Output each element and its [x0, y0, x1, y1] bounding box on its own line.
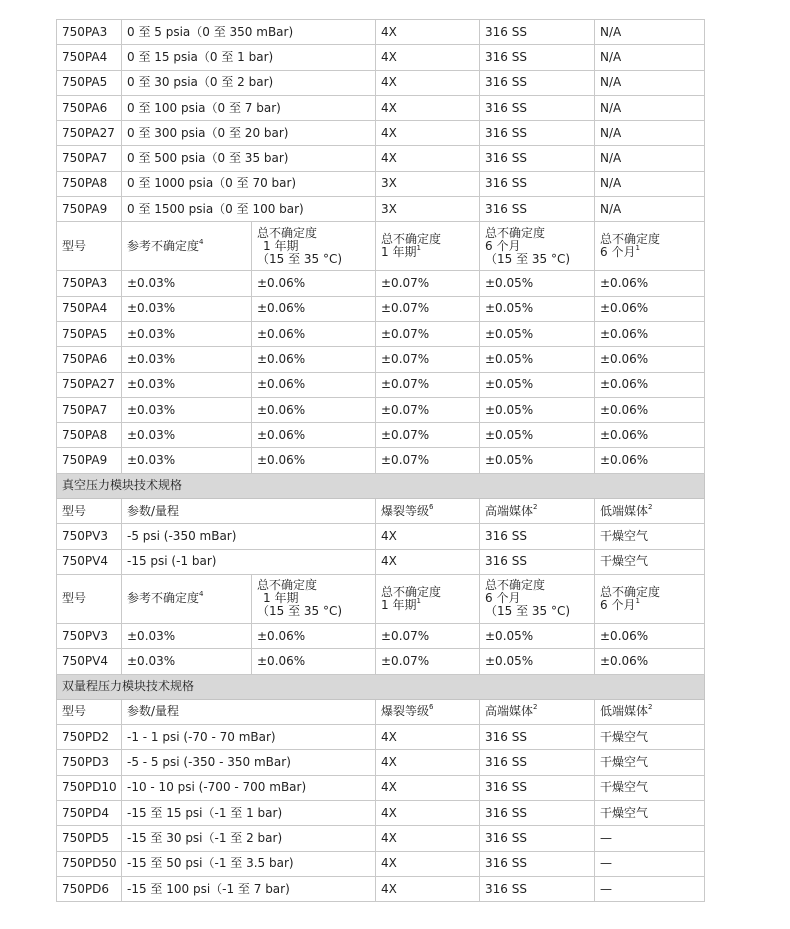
model-cell: 750PA4: [57, 296, 122, 321]
header-line: 6 个月: [485, 238, 521, 253]
uncertainty-cell: ±0.07%: [376, 423, 480, 448]
uncertainty-cell: ±0.03%: [122, 623, 252, 648]
spec-row: [57, 775, 705, 800]
low-media-cell: N/A: [595, 70, 705, 95]
model-cell: 750PD4: [57, 801, 122, 826]
header-label: 低端媒体: [600, 704, 649, 719]
uncertainty-cell: ±0.05%: [480, 397, 595, 422]
burst-cell: 4X: [376, 524, 480, 549]
uncertainty-cell: ±0.06%: [252, 296, 376, 321]
model-cell: 750PA27: [57, 372, 122, 397]
uncertainty-row: [57, 271, 705, 296]
uncertainty-cell: ±0.05%: [480, 347, 595, 372]
model-cell: 750PD6: [57, 876, 122, 901]
low-media-cell: 干燥空气: [595, 750, 705, 775]
model-cell: 750PA8: [57, 423, 122, 448]
footnote-ref: 6: [429, 502, 434, 511]
header-line: 6 个月: [600, 597, 636, 612]
high-media-cell: 316 SS: [480, 876, 595, 901]
uncertainty-row: [57, 397, 705, 422]
header-line: （15 至 35 °C): [485, 604, 571, 619]
footnote-ref: 2: [533, 502, 538, 511]
header-ref-uncertainty: [122, 574, 252, 623]
spec-row: [57, 851, 705, 876]
header-total-1yr: [376, 574, 480, 623]
header-label: 型号: [62, 591, 87, 606]
uncertainty-header-row: [57, 222, 705, 271]
model-cell: 750PD5: [57, 826, 122, 851]
model-cell: 750PA27: [57, 121, 122, 146]
range-cell: 0 至 300 psia（0 至 20 bar): [122, 121, 376, 146]
range-cell: -1 - 1 psi (-70 - 70 mBar): [122, 725, 376, 750]
uncertainty-row: [57, 423, 705, 448]
spec-row: [57, 146, 705, 171]
high-media-cell: 316 SS: [480, 45, 595, 70]
header-model: [57, 574, 122, 623]
model-cell: 750PA9: [57, 197, 122, 222]
header-line: 1 年期: [381, 245, 417, 260]
section-dual: [57, 674, 705, 699]
uncertainty-row: [57, 448, 705, 473]
uncertainty-header-row: [57, 574, 705, 623]
range-cell: -15 至 50 psi（-1 至 3.5 bar): [122, 851, 376, 876]
range-cell: -5 psi (-350 mBar): [122, 524, 376, 549]
uncertainty-cell: ±0.06%: [252, 649, 376, 674]
header-total-6mo-temp: [480, 574, 595, 623]
uncertainty-cell: ±0.06%: [595, 372, 705, 397]
high-media-cell: 316 SS: [480, 826, 595, 851]
high-media-cell: 316 SS: [480, 20, 595, 45]
uncertainty-cell: ±0.06%: [595, 347, 705, 372]
low-media-cell: N/A: [595, 171, 705, 196]
uncertainty-cell: ±0.03%: [122, 448, 252, 473]
header-line: 总不确定度: [600, 584, 661, 599]
header-label: 参数/量程: [127, 704, 180, 719]
header-label: 参考不确定度: [127, 591, 200, 606]
uncertainty-row: [57, 296, 705, 321]
range-cell: 0 至 500 psia（0 至 35 bar): [122, 146, 376, 171]
uncertainty-cell: ±0.06%: [252, 448, 376, 473]
header-line: 1 年期: [381, 597, 417, 612]
uncertainty-cell: ±0.03%: [122, 296, 252, 321]
section-title: 双量程压力模块技术规格: [57, 674, 705, 699]
model-cell: 750PD50: [57, 851, 122, 876]
header-line: 6 个月: [485, 591, 521, 606]
model-cell: 750PD2: [57, 725, 122, 750]
header-line: 总不确定度: [257, 578, 318, 593]
uncertainty-cell: ±0.03%: [122, 649, 252, 674]
burst-cell: 3X: [376, 197, 480, 222]
header-model: [57, 222, 122, 271]
header-high-media: [480, 499, 595, 524]
uncertainty-cell: ±0.03%: [122, 397, 252, 422]
burst-cell: 4X: [376, 876, 480, 901]
header-low-media: [595, 699, 705, 724]
burst-cell: 4X: [376, 725, 480, 750]
header-label: 型号: [62, 704, 87, 719]
header-ref-uncertainty: [122, 222, 252, 271]
burst-cell: 4X: [376, 801, 480, 826]
uncertainty-cell: ±0.06%: [252, 271, 376, 296]
low-media-cell: N/A: [595, 197, 705, 222]
low-media-cell: N/A: [595, 95, 705, 120]
header-label: 参数/量程: [127, 503, 180, 518]
high-media-cell: 316 SS: [480, 146, 595, 171]
model-cell: 750PA8: [57, 171, 122, 196]
header-total-1yr-temp: [252, 574, 376, 623]
uncertainty-cell: ±0.05%: [480, 321, 595, 346]
uncertainty-cell: ±0.03%: [122, 372, 252, 397]
range-cell: 0 至 100 psia（0 至 7 bar): [122, 95, 376, 120]
footnote-ref: 2: [533, 703, 538, 712]
footnote-ref: 2: [648, 502, 653, 511]
range-cell: -15 至 30 psi（-1 至 2 bar): [122, 826, 376, 851]
header-line: 总不确定度: [485, 225, 546, 240]
high-media-cell: 316 SS: [480, 725, 595, 750]
burst-cell: 4X: [376, 70, 480, 95]
high-media-cell: 316 SS: [480, 524, 595, 549]
header-line: （15 至 35 °C): [257, 604, 343, 619]
model-cell: 750PD3: [57, 750, 122, 775]
footnote-ref: 1: [635, 596, 640, 605]
spec-row: [57, 725, 705, 750]
header-label: 低端媒体: [600, 503, 649, 518]
uncertainty-cell: ±0.06%: [595, 423, 705, 448]
low-media-cell: N/A: [595, 45, 705, 70]
spec-row: [57, 801, 705, 826]
spec-row: [57, 121, 705, 146]
high-media-cell: 316 SS: [480, 801, 595, 826]
high-media-cell: 316 SS: [480, 95, 595, 120]
footnote-ref: 4: [199, 237, 204, 246]
range-cell: 0 至 1000 psia（0 至 70 bar): [122, 171, 376, 196]
uncertainty-cell: ±0.06%: [595, 649, 705, 674]
header-line: 总不确定度: [600, 232, 661, 247]
uncertainty-cell: ±0.07%: [376, 372, 480, 397]
uncertainty-cell: ±0.03%: [122, 347, 252, 372]
range-cell: 0 至 30 psia（0 至 2 bar): [122, 70, 376, 95]
uncertainty-cell: ±0.06%: [595, 271, 705, 296]
spec-row: [57, 70, 705, 95]
burst-cell: 4X: [376, 95, 480, 120]
burst-cell: 4X: [376, 851, 480, 876]
burst-cell: 4X: [376, 750, 480, 775]
header-label: 型号: [62, 238, 87, 253]
spec-row: [57, 549, 705, 574]
range-cell: -15 至 15 psi（-1 至 1 bar): [122, 801, 376, 826]
model-cell: 750PV4: [57, 649, 122, 674]
footnote-ref: 6: [429, 703, 434, 712]
footnote-ref: 2: [648, 703, 653, 712]
spec-header-row: [57, 699, 705, 724]
spec-row: [57, 197, 705, 222]
spec-table: [56, 19, 705, 902]
uncertainty-cell: ±0.07%: [376, 347, 480, 372]
low-media-cell: N/A: [595, 146, 705, 171]
footnote-ref: 1: [416, 244, 421, 253]
uncertainty-cell: ±0.05%: [480, 271, 595, 296]
uncertainty-cell: ±0.03%: [122, 321, 252, 346]
header-line: （15 至 35 °C): [485, 251, 571, 266]
range-cell: -15 至 100 psi（-1 至 7 bar): [122, 876, 376, 901]
uncertainty-cell: ±0.03%: [122, 271, 252, 296]
uncertainty-cell: ±0.06%: [595, 623, 705, 648]
range-cell: 0 至 1500 psia（0 至 100 bar): [122, 197, 376, 222]
model-cell: 750PA3: [57, 271, 122, 296]
spec-row: [57, 876, 705, 901]
range-cell: -10 - 10 psi (-700 - 700 mBar): [122, 775, 376, 800]
spec-row: [57, 20, 705, 45]
model-cell: 750PD10: [57, 775, 122, 800]
section-title: 真空压力模块技术规格: [57, 473, 705, 498]
burst-cell: 4X: [376, 146, 480, 171]
uncertainty-cell: ±0.06%: [252, 397, 376, 422]
footnote-ref: 1: [416, 596, 421, 605]
burst-cell: 4X: [376, 20, 480, 45]
uncertainty-cell: ±0.06%: [252, 623, 376, 648]
footnote-ref: 4: [199, 590, 204, 599]
burst-cell: 3X: [376, 171, 480, 196]
model-cell: 750PA9: [57, 448, 122, 473]
model-cell: 750PV4: [57, 549, 122, 574]
low-media-cell: 干燥空气: [595, 524, 705, 549]
uncertainty-cell: ±0.06%: [252, 347, 376, 372]
header-total-1yr-temp: [252, 222, 376, 271]
header-label: 高端媒体: [485, 704, 534, 719]
uncertainty-cell: ±0.05%: [480, 649, 595, 674]
header-line: 总不确定度: [485, 578, 546, 593]
uncertainty-cell: ±0.07%: [376, 321, 480, 346]
uncertainty-cell: ±0.06%: [595, 448, 705, 473]
uncertainty-row: [57, 347, 705, 372]
spec-row: [57, 171, 705, 196]
high-media-cell: 316 SS: [480, 750, 595, 775]
uncertainty-cell: ±0.07%: [376, 296, 480, 321]
header-label: 高端媒体: [485, 503, 534, 518]
header-total-6mo: [595, 222, 705, 271]
header-label: 爆裂等级: [381, 503, 430, 518]
burst-cell: 4X: [376, 121, 480, 146]
header-total-6mo-temp: [480, 222, 595, 271]
model-cell: 750PA6: [57, 347, 122, 372]
spec-row: [57, 524, 705, 549]
uncertainty-cell: ±0.06%: [595, 296, 705, 321]
high-media-cell: 316 SS: [480, 775, 595, 800]
model-cell: 750PA5: [57, 70, 122, 95]
uncertainty-cell: ±0.07%: [376, 397, 480, 422]
uncertainty-cell: ±0.06%: [595, 397, 705, 422]
burst-cell: 4X: [376, 549, 480, 574]
high-media-cell: 316 SS: [480, 121, 595, 146]
uncertainty-cell: ±0.06%: [252, 423, 376, 448]
spec-header-row: [57, 499, 705, 524]
header-low-media: [595, 499, 705, 524]
uncertainty-row: [57, 321, 705, 346]
uncertainty-cell: ±0.07%: [376, 649, 480, 674]
spec-row: [57, 45, 705, 70]
burst-cell: 4X: [376, 775, 480, 800]
model-cell: 750PA6: [57, 95, 122, 120]
high-media-cell: 316 SS: [480, 197, 595, 222]
model-cell: 750PV3: [57, 524, 122, 549]
header-total-6mo: [595, 574, 705, 623]
header-line: 1 年期: [263, 591, 299, 606]
header-line: 总不确定度: [381, 232, 442, 247]
high-media-cell: 316 SS: [480, 851, 595, 876]
uncertainty-cell: ±0.06%: [595, 321, 705, 346]
header-total-1yr: [376, 222, 480, 271]
header-range: [122, 499, 376, 524]
uncertainty-cell: ±0.05%: [480, 372, 595, 397]
low-media-cell: N/A: [595, 20, 705, 45]
header-line: 1 年期: [263, 238, 299, 253]
uncertainty-cell: ±0.06%: [252, 321, 376, 346]
uncertainty-cell: ±0.05%: [480, 623, 595, 648]
uncertainty-row: [57, 623, 705, 648]
low-media-cell: —: [595, 826, 705, 851]
header-label: 爆裂等级: [381, 704, 430, 719]
header-model: [57, 699, 122, 724]
high-media-cell: 316 SS: [480, 549, 595, 574]
footnote-ref: 1: [635, 244, 640, 253]
header-high-media: [480, 699, 595, 724]
low-media-cell: —: [595, 851, 705, 876]
header-range: [122, 699, 376, 724]
header-model: [57, 499, 122, 524]
low-media-cell: —: [595, 876, 705, 901]
high-media-cell: 316 SS: [480, 171, 595, 196]
header-label: 参考不确定度: [127, 238, 200, 253]
uncertainty-cell: ±0.06%: [252, 372, 376, 397]
uncertainty-row: [57, 372, 705, 397]
header-line: 总不确定度: [381, 584, 442, 599]
uncertainty-row: [57, 649, 705, 674]
range-cell: 0 至 5 psia（0 至 350 mBar): [122, 20, 376, 45]
header-burst: [376, 699, 480, 724]
range-cell: -15 psi (-1 bar): [122, 549, 376, 574]
low-media-cell: N/A: [595, 121, 705, 146]
model-cell: 750PA7: [57, 146, 122, 171]
header-burst: [376, 499, 480, 524]
low-media-cell: 干燥空气: [595, 775, 705, 800]
spec-row: [57, 95, 705, 120]
spec-row: [57, 826, 705, 851]
header-line: 总不确定度: [257, 225, 318, 240]
uncertainty-cell: ±0.05%: [480, 423, 595, 448]
header-line: 6 个月: [600, 245, 636, 260]
model-cell: 750PA3: [57, 20, 122, 45]
uncertainty-cell: ±0.05%: [480, 448, 595, 473]
range-cell: -5 - 5 psi (-350 - 350 mBar): [122, 750, 376, 775]
uncertainty-cell: ±0.07%: [376, 623, 480, 648]
range-cell: 0 至 15 psia（0 至 1 bar): [122, 45, 376, 70]
low-media-cell: 干燥空气: [595, 725, 705, 750]
low-media-cell: 干燥空气: [595, 549, 705, 574]
model-cell: 750PA7: [57, 397, 122, 422]
low-media-cell: 干燥空气: [595, 801, 705, 826]
model-cell: 750PV3: [57, 623, 122, 648]
uncertainty-cell: ±0.05%: [480, 296, 595, 321]
burst-cell: 4X: [376, 826, 480, 851]
high-media-cell: 316 SS: [480, 70, 595, 95]
model-cell: 750PA5: [57, 321, 122, 346]
uncertainty-cell: ±0.07%: [376, 271, 480, 296]
header-label: 型号: [62, 503, 87, 518]
section-vacuum: [57, 473, 705, 498]
uncertainty-cell: ±0.07%: [376, 448, 480, 473]
model-cell: 750PA4: [57, 45, 122, 70]
uncertainty-cell: ±0.03%: [122, 423, 252, 448]
burst-cell: 4X: [376, 45, 480, 70]
header-line: （15 至 35 °C): [257, 251, 343, 266]
spec-row: [57, 750, 705, 775]
